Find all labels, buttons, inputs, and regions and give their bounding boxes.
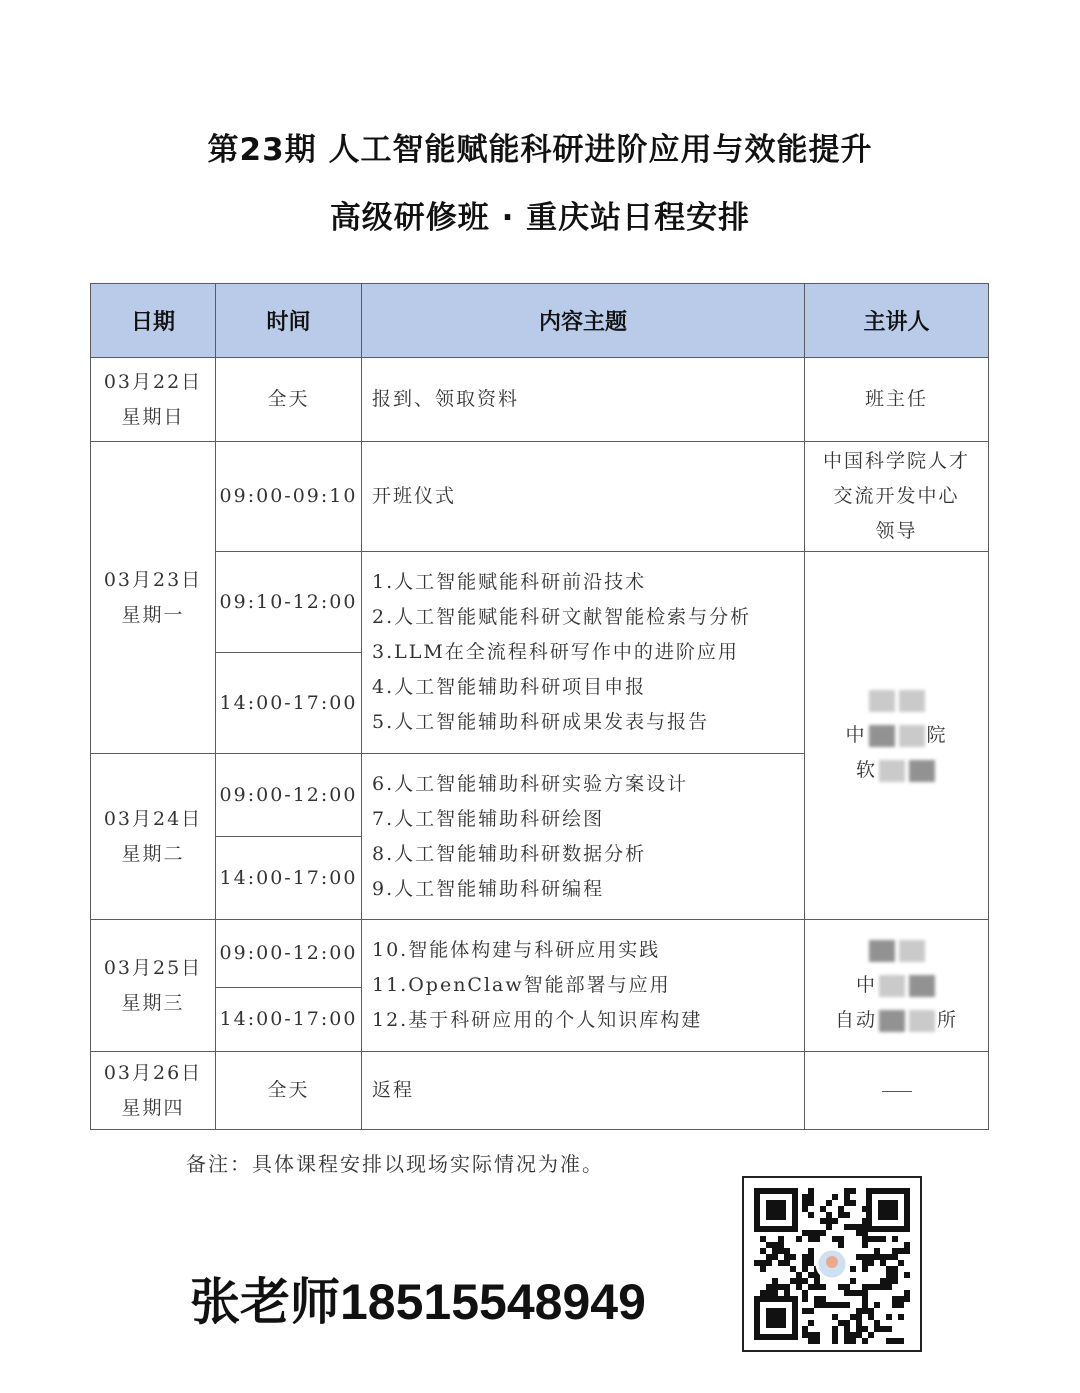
date-text: 03月24日: [103, 807, 203, 830]
table-row: [91, 442, 989, 552]
topic-cell: [362, 920, 805, 1052]
time-cell: 14:00-17:00: [216, 988, 362, 1052]
speaker-line: 自动 所: [834, 1009, 959, 1031]
time-cell: 14:00-17:00: [216, 653, 362, 754]
topic-cell: 开班仪式: [362, 442, 805, 552]
header-time: 时间: [216, 284, 362, 358]
remark-note: 备注：具体课程安排以现场实际情况为准。: [186, 1152, 604, 1176]
weekday-text: 星期三: [121, 991, 185, 1014]
speaker-line: 领导: [875, 520, 918, 542]
speaker-line: 交流开发中心: [833, 485, 960, 507]
table-row: [91, 358, 989, 442]
table-row: [91, 552, 989, 653]
date-text: 03月26日: [103, 1061, 203, 1084]
contact-phone: 张老师18515548949: [190, 1274, 646, 1330]
topic-cell: [362, 552, 805, 754]
topic-line: 8.人工智能辅助科研数据分析: [372, 842, 647, 865]
page-title-line2: 高级研修班 · 重庆站日程安排: [329, 200, 751, 236]
dash-mark: [882, 1091, 912, 1092]
header-topic: 内容主题: [362, 284, 805, 358]
speaker-line: 中: [805, 968, 988, 1003]
speaker-line: 软: [805, 753, 988, 788]
weekday-text: 星期四: [121, 1096, 185, 1119]
topic-line: 9.人工智能辅助科研编程: [372, 877, 605, 900]
topic-line: 5.人工智能辅助科研成果发表与报告: [372, 711, 710, 733]
weekday-text: 星期一: [121, 603, 185, 626]
topic-line: 12.基于科研应用的个人知识库构建: [372, 1009, 703, 1031]
date-text: 03月22日: [103, 370, 203, 393]
speaker-cell: 班主任: [805, 358, 989, 442]
header-date: 日期: [91, 284, 216, 358]
topic-line: 10.智能体构建与科研应用实践: [372, 939, 661, 961]
schedule-table: [90, 283, 989, 1130]
time-cell: 09:00-12:00: [216, 920, 362, 988]
time-cell: 全天: [216, 1052, 362, 1130]
date-cell: [91, 754, 216, 920]
time-cell: 09:00-12:00: [216, 754, 362, 837]
table-row: [91, 920, 989, 988]
speaker-line: 中国科学院人才: [822, 450, 970, 472]
date-cell: [91, 358, 216, 442]
time-cell: 09:00-09:10: [216, 442, 362, 552]
topic-cell: 报到、领取资料: [362, 358, 805, 442]
date-text: 03月25日: [103, 956, 203, 979]
topic-line: 7.人工智能辅助科研绘图: [372, 807, 605, 830]
qr-code-graphic: [744, 1178, 920, 1350]
date-cell: [91, 1052, 216, 1130]
page-title-line1: 第23期 人工智能赋能科研进阶应用与效能提升: [207, 132, 873, 168]
speaker-cell-redacted: [805, 552, 989, 920]
date-cell: [91, 442, 216, 754]
date-text: 03月23日: [103, 568, 203, 591]
speaker-cell: [805, 1052, 989, 1130]
qr-code: [742, 1176, 922, 1352]
speaker-cell-redacted: [805, 920, 989, 1052]
date-cell: [91, 920, 216, 1052]
table-header-row: [91, 284, 989, 358]
topic-line: 2.人工智能赋能科研文献智能检索与分析: [372, 606, 752, 628]
header-speaker: 主讲人: [805, 284, 989, 358]
weekday-text: 星期二: [121, 842, 185, 865]
topic-cell: [362, 754, 805, 920]
topic-line: 3.LLM在全流程科研写作中的进阶应用: [372, 641, 739, 663]
time-cell: 全天: [216, 358, 362, 442]
topic-line: 1.人工智能赋能科研前沿技术: [372, 571, 647, 593]
topic-line: 4.人工智能辅助科研项目申报: [372, 676, 647, 698]
weekday-text: 星期日: [121, 405, 185, 428]
speaker-cell: [805, 442, 989, 552]
redacted-line: [805, 933, 988, 968]
speaker-line: 中 院: [845, 724, 948, 746]
time-cell: 09:10-12:00: [216, 552, 362, 653]
time-cell: 14:00-17:00: [216, 837, 362, 920]
topic-line: 6.人工智能辅助科研实验方案设计: [372, 772, 689, 795]
table-row: [91, 1052, 989, 1130]
topic-cell: 返程: [362, 1052, 805, 1130]
topic-line: 11.OpenClaw智能部署与应用: [372, 974, 671, 996]
redacted-line: [805, 683, 988, 718]
